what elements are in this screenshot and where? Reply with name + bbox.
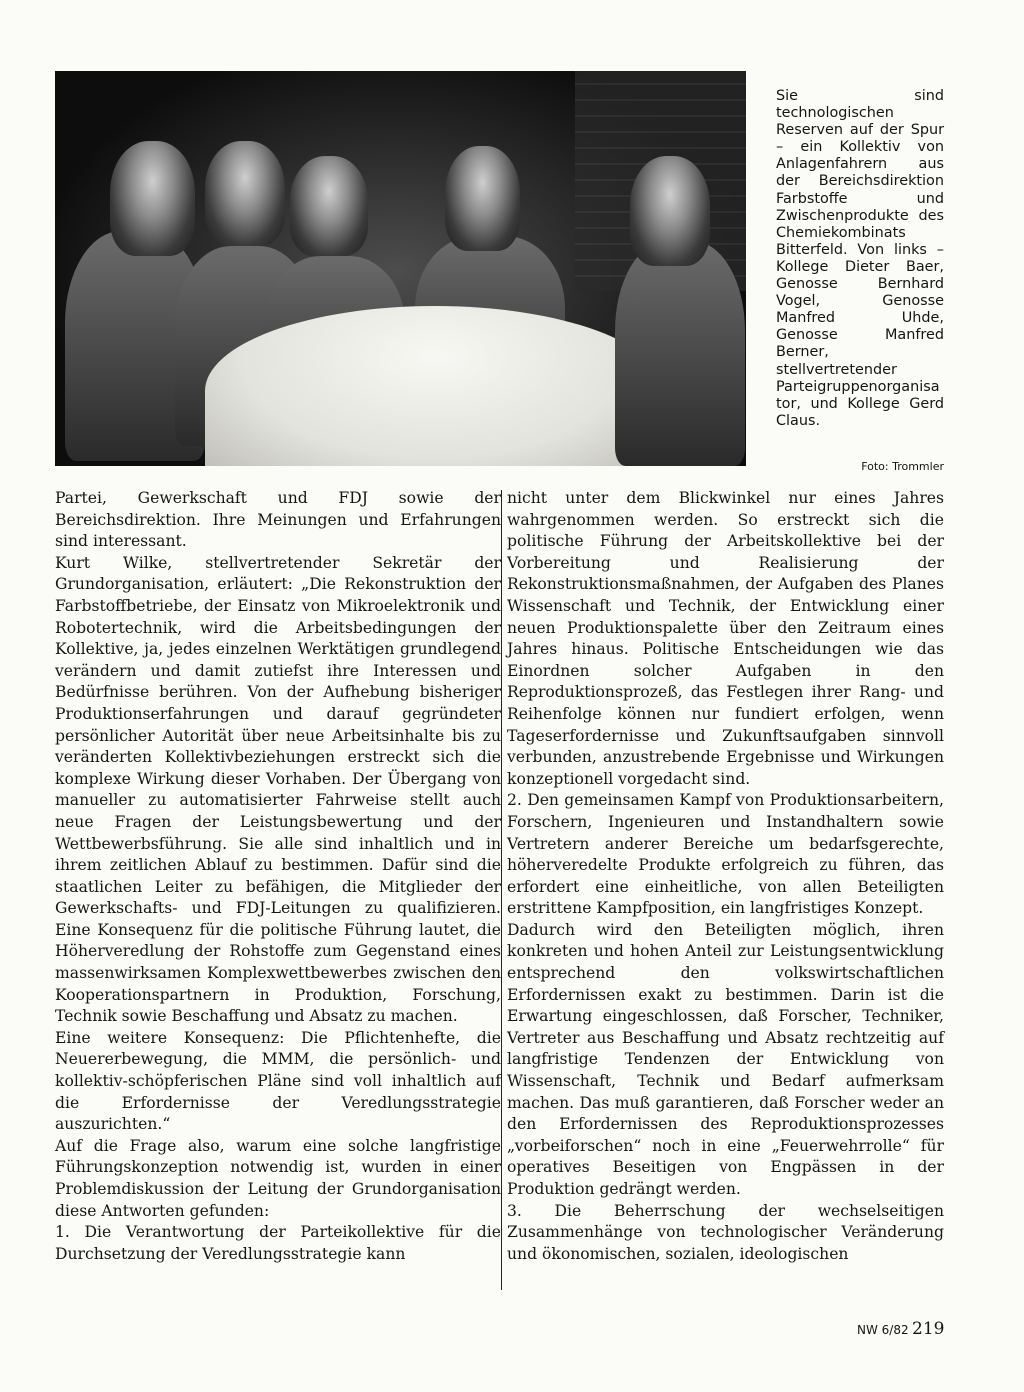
paragraph: Partei, Gewerkschaft und FDJ sowie der Bereichsdirektion. Ihre Meinungen und Erfahrungen sind interessant. xyxy=(55,489,501,551)
column-divider xyxy=(501,490,502,1290)
paragraph: 3. Die Beherrschung der wechselseitigen Zusammenhänge von technologischer Veränderung und ökonomischen, sozialen, ideologischen xyxy=(507,1201,944,1263)
person-5-body xyxy=(615,241,745,466)
person-1-head xyxy=(110,141,195,256)
paragraph: Dadurch wird den Beteiligten möglich, ihren konkreten und hohen Anteil zur Leistungsentwicklung entsprechend den volkswirtschaftlichen Erfordernissen exakt zu bestimmen. Darin ist die Erwartung eingeschlossen, daß Forscher, Techniker, Vertreter aus Beschaffung und Absatz rechtzeitig auf langfristige Tendenzen der Entwicklung von Wissenschaft, Technik und Bedarf aufmerksam machen. Das muß garantieren, daß Forscher weder an den Erfordernissen des Reproduktionsprozesses „vorbeiforschen“ noch in eine „Feuerwehrrolle“ für operatives Beseitigen von Engpässen in der Produktion gedrängt werden. xyxy=(507,920,944,1198)
table-surface xyxy=(205,306,665,466)
paragraph: Eine weitere Konsequenz: Die Pflichtenhefte, die Neuererbewegung, die MMM, die persönlich- und kollektiv-schöpferischen Pläne sind voll inhaltlich auf die Erfordernisse der Veredlungsstrategie auszurichten.“ xyxy=(55,1028,501,1134)
left-column xyxy=(55,488,501,1265)
person-4-head xyxy=(445,146,520,251)
paragraph: nicht unter dem Blickwinkel nur eines Jahres wahrgenommen werden. So erstreckt sich die politische Führung der Arbeitskollektive bei der Vorbereitung und Realisierung der Rekonstruktionsmaßnahmen, der Aufgaben des Planes Wissenschaft und Technik, der Entwicklung einer neuen Produktionspalette über den Zeitraum eines Jahres hinaus. Politische Entscheidungen wie das Einordnen solcher Aufgaben in den Reproduktionsprozeß, das Festlegen ihrer Rang- und Reihenfolge können nur fundiert erfolgen, wenn Tageserfordernisse und Zukunftsaufgaben sinnvoll verbunden, anzustrebende Ergebnisse und Wirkungen konzeptionell vorgedacht sind. xyxy=(507,489,944,788)
photo-caption: Sie sind technologischen Reserven auf der Spur – ein Kollektiv von Anlagenfahrern aus der Bereichsdirektion Farbstoffe und Zwischenprodukte des Chemiekombinats Bitterfeld. Von links – Kollege Dieter Baer, Genosse Bernhard Vogel, Genosse Manfred Uhde, Genosse Manfred Berner, stellvertretender Parteigruppenorganisator, und Kollege Gerd Claus. xyxy=(776,88,944,429)
issue-label: NW 6/82 xyxy=(857,1323,909,1337)
page-number: 219 xyxy=(912,1319,945,1339)
right-column xyxy=(507,488,944,1265)
group-photo xyxy=(55,71,746,466)
paragraph: 2. Den gemeinsamen Kampf von Produktionsarbeitern, Forschern, Ingenieuren und Instandhaltern sowie Vertretern anderer Bereiche um bedarfsgerechte, höherveredelte Produkte erfolgreich zu führen, das erfordert eine einheitliche, von allen Beteiligten erstrittene Kampfposition, ein langfristiges Konzept. xyxy=(507,791,944,918)
paragraph: 1. Die Verantwortung der Parteikollektive für die Durchsetzung der Veredlungsstrategie kann xyxy=(55,1223,501,1263)
person-5-head xyxy=(630,156,710,266)
paragraph: Auf die Frage also, warum eine solche langfristige Führungskonzeption notwendig ist, wurden in einer Problemdiskussion der Leitung der Grundorganisation diese Antworten gefunden: xyxy=(55,1136,501,1220)
person-3-head xyxy=(290,156,368,256)
paragraph: Kurt Wilke, stellvertretender Sekretär der Grundorganisation, erläutert: „Die Rekonstruktion der Farbstoffbetriebe, der Einsatz von Mikroelektronik und Robotertechnik, wird die Arbeitsbedingungen der Kollektive, ja, jedes einzelnen Werktätigen grundlegend verändern und damit zutiefst ihre Interessen und Bedürfnisse berühren. Von der Aufhebung bisheriger Produktionserfahrungen und darauf gegründeter persönlicher Autorität über neue Arbeitsinhalte bis zu veränderten Kollektivbeziehungen erstreckt sich die komplexe Wirkung dieser Vorhaben. Der Übergang von manueller zu automatisierter Fahrweise stellt auch neue Fragen der Leistungsbewertung und der Wettbewerbsführung. Sie alle sind inhaltlich und in ihrem zeitlichen Ablauf zu bestimmen. Dafür sind die staatlichen Leiter zu befähigen, die Mitglieder der Gewerkschafts- und FDJ-Leitungen zu qualifizieren. Eine Konsequenz für die politische Führung lautet, die Höherveredlung der Rohstoffe zum Gegenstand eines massenwirksamen Komplexwettbewerbes zwischen den Kooperationspartnern in Produktion, Forschung, Technik sowie Beschaffung und Absatz zu machen. xyxy=(55,553,501,1026)
person-2-head xyxy=(205,141,285,246)
photo-credit: Foto: Trommler xyxy=(861,460,944,473)
